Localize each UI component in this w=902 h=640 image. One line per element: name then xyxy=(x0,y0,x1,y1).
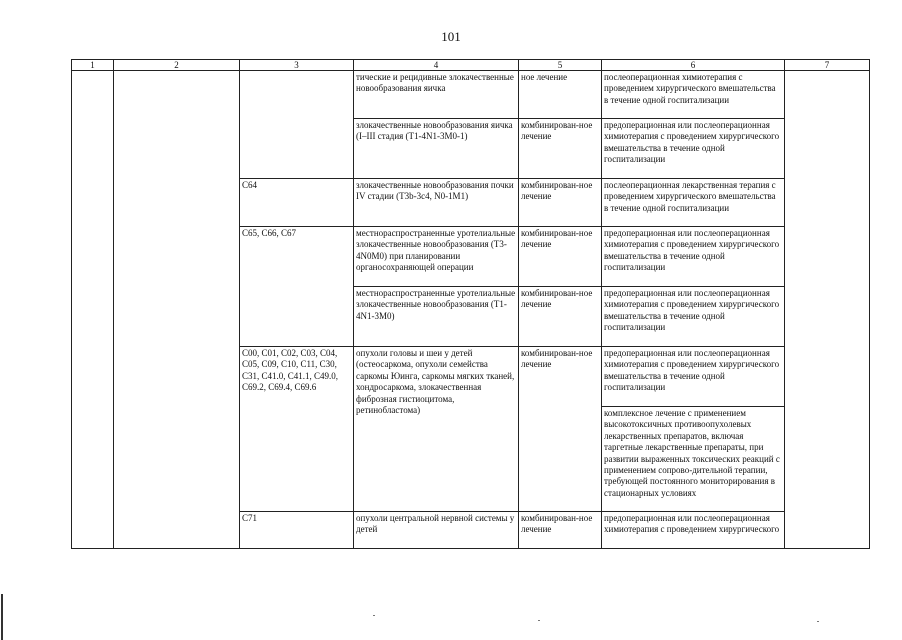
cell-diagnosis: опухоли головы и шеи у детей (остеосаркома, опухоли семейства саркомы Юинга, саркомы мягких тканей, хондросаркома, злокачественная фиброзная гистиоцитома, ретинобластома) xyxy=(354,347,519,512)
column-header-1: 1 xyxy=(72,60,114,71)
cell-diagnosis: местнораспространенные уротелиальные злокачественные новообразования (T3-4N0M0) при планировании органосохраняющей операции xyxy=(354,227,519,287)
scan-edge-mark xyxy=(1,594,3,640)
scan-speck xyxy=(538,620,540,621)
cell-treatment-type: комбинирован-ное лечение xyxy=(519,287,602,347)
cell-diagnosis: местнораспространенные уротелиальные злокачественные новообразования (T1-4N1-3M0) xyxy=(354,287,519,347)
treatment-table xyxy=(71,59,870,549)
cell-treatment-type: комбинирован-ное лечение xyxy=(519,227,602,287)
cell-code: C71 xyxy=(240,512,354,549)
page-number: 101 xyxy=(441,29,461,44)
cell-diagnosis: тические и рецидивные злокачественные новообразования яичка xyxy=(354,71,519,119)
table-row xyxy=(72,71,870,119)
cell-method: предоперационная или послеоперационная химиотерапия с проведением хирургического вмешательства в течение одной госпитализации xyxy=(602,287,785,347)
cell-code: C65, C66, C67 xyxy=(240,227,354,347)
cell-method: комплексное лечение с применением высокотоксичных противоопухолевых лекарственных препаратов, включая таргетные лекарственные препараты, при развитии выраженных токсических реакций с применением сопрово-дительной терапии, требующей постоянного мониторирования в стационарных условиях xyxy=(602,407,785,512)
table-header-row xyxy=(72,60,870,71)
cell-method: предоперационная или послеоперационная химиотерапия с проведением хирургического вмешательства в течение одной госпитализации xyxy=(602,347,785,407)
cell-diagnosis: злокачественные новообразования почки IV стадии (T3b-3c4, N0-1M1) xyxy=(354,179,519,227)
cell-method: предоперационная или послеоперационная химиотерапия с проведением хирургического вмешательства в течение одной госпитализации xyxy=(602,119,785,179)
column-header-5: 5 xyxy=(519,60,602,71)
cell-treatment-type: комбинирован-ное лечение xyxy=(519,347,602,512)
cell-col7 xyxy=(785,71,870,549)
cell-treatment-type: комбинирован-ное лечение xyxy=(519,119,602,179)
scan-speck xyxy=(373,615,375,616)
cell-code xyxy=(240,71,354,179)
column-header-2: 2 xyxy=(114,60,240,71)
cell-treatment-type: комбинирован-ное лечение xyxy=(519,179,602,227)
cell-method: предоперационная или послеоперационная химиотерапия с проведением хирургического вмешательства в течение одной госпитализации xyxy=(602,227,785,287)
cell-treatment-type: комбинирован-ное лечение xyxy=(519,512,602,549)
column-header-4: 4 xyxy=(354,60,519,71)
cell-col2 xyxy=(114,71,240,549)
cell-diagnosis: злокачественные новообразования яичка (I–III стадия (T1-4N1-3M0-1) xyxy=(354,119,519,179)
cell-code: C00, C01, C02, C03, C04, C05, C09, C10, C11, C30, C31, C41.0, C41.1, C49.0, C69.2, C69.4, C69.6 xyxy=(240,347,354,512)
cell-code: C64 xyxy=(240,179,354,227)
column-header-3: 3 xyxy=(240,60,354,71)
cell-method: послеоперационная химиотерапия с проведением хирургического вмешательства в течение одной госпитализации xyxy=(602,71,785,119)
cell-method: предоперационная или послеоперационная химиотерапия с проведением хирургического xyxy=(602,512,785,549)
cell-col1 xyxy=(72,71,114,549)
scan-speck xyxy=(817,621,819,622)
cell-treatment-type: ное лечение xyxy=(519,71,602,119)
column-header-7: 7 xyxy=(785,60,870,71)
cell-method: послеоперационная лекарственная терапия с проведением хирургического вмешательства в течение одной госпитализации xyxy=(602,179,785,227)
column-header-6: 6 xyxy=(602,60,785,71)
cell-diagnosis: опухоли центральной нервной системы у детей xyxy=(354,512,519,549)
